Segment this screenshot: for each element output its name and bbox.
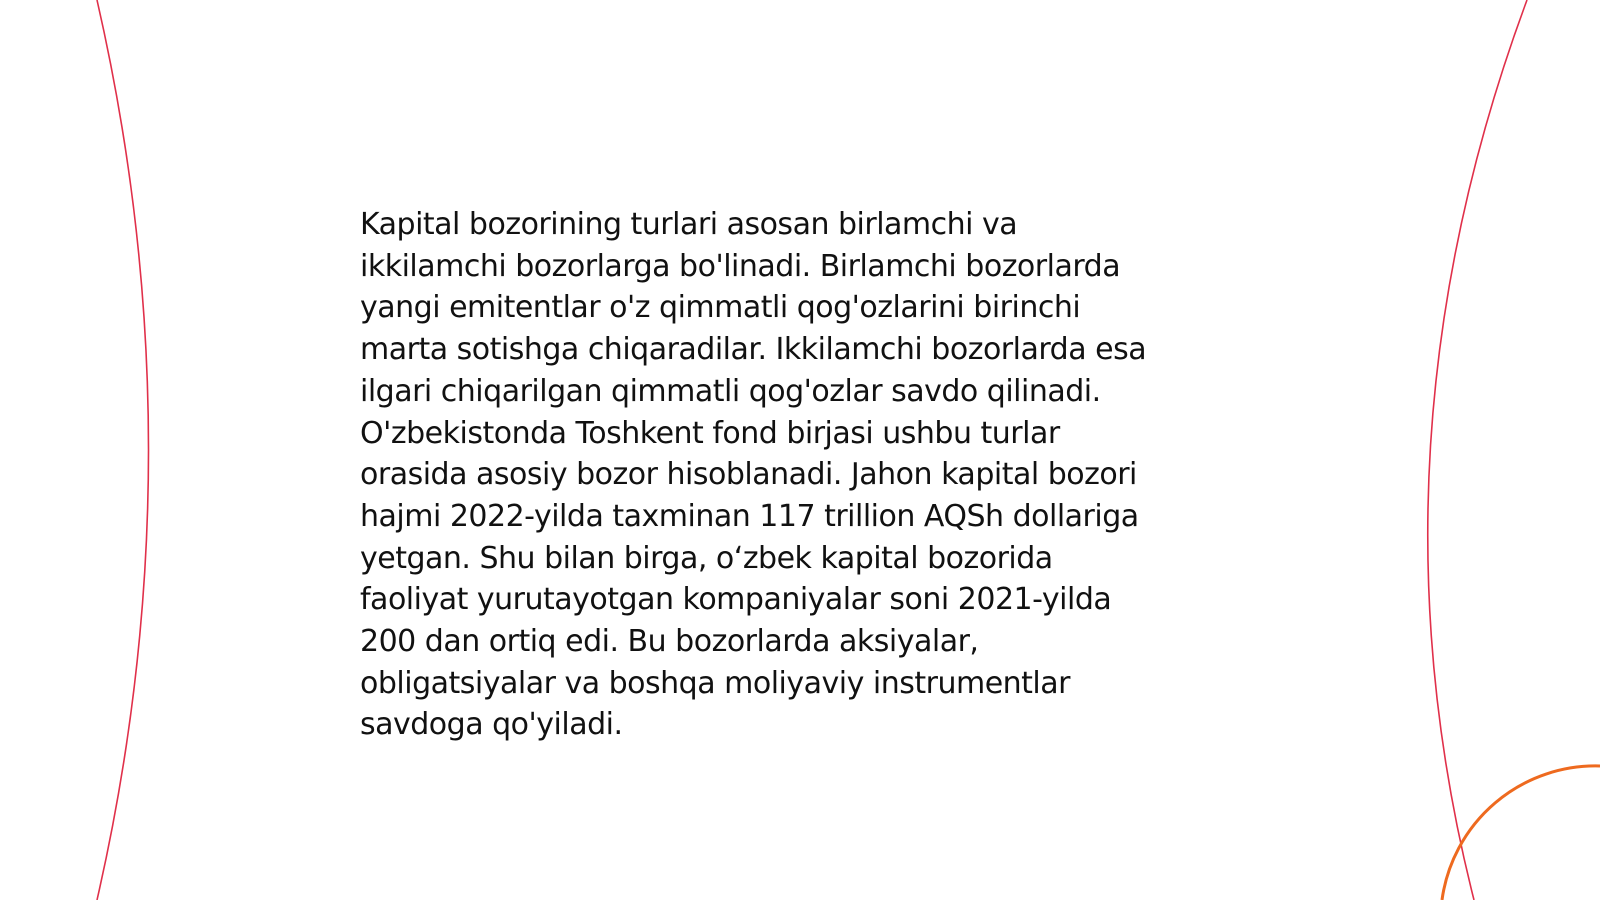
body-paragraph: Kapital bozorining turlari asosan birlamchi va ikkilamchi bozorlarga bo'linadi. Birlamchi bozorlarda yangi emitentlar o'z qimmatli qog'ozlarini birinchi marta sotishga chiqaradilar. Ikkilamchi bozorlarda esa ilgari chiqarilgan qimmatli qog'ozlar savdo qilinadi. O'zbekistonda Toshkent fond birjasi ushbu turlar orasida asosiy bozor hisoblanadi. Jahon kapital bozori hajmi 2022-yilda taxminan 117 trillion AQSh dollariga yetgan. Shu bilan birga, o‘zbek kapital bozorida faoliyat yurutayotgan kompaniyalar soni 2021-yilda 200 dan ortiq edi. Bu bozorlarda aksiyalar, obligatsiyalar va boshqa moliyaviy instrumentlar savdoga qo'yiladi. [360, 207, 1147, 743]
right-arc [1428, 0, 1527, 900]
orange-circle-arc [1442, 766, 1600, 900]
left-arc [97, 0, 149, 900]
